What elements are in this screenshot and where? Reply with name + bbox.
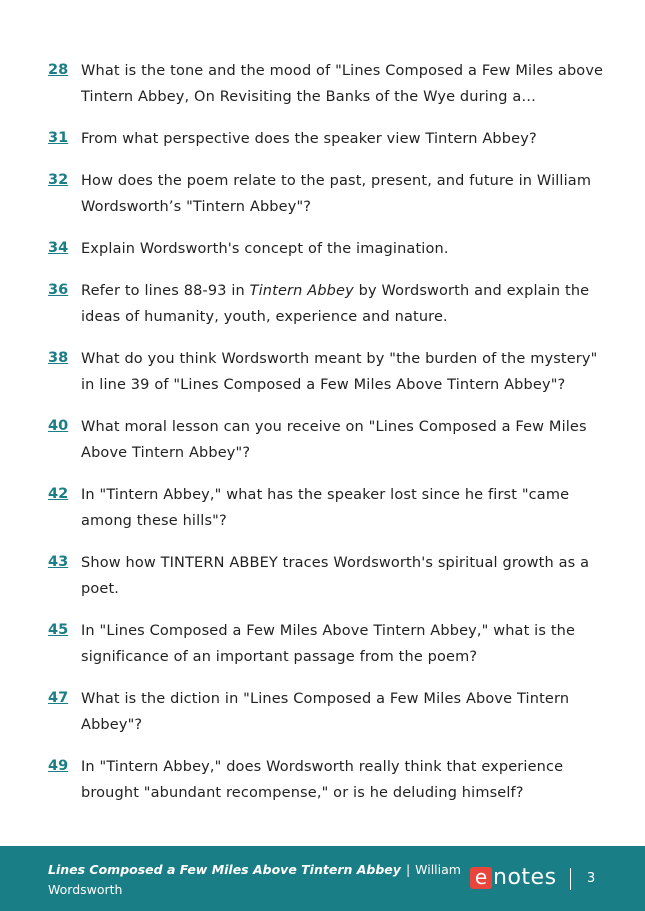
question-text <box>81 278 608 330</box>
question-number-link[interactable]: 43 <box>48 554 69 570</box>
footer-title <box>48 860 468 900</box>
enotes-logo-wordmark: notes <box>493 865 557 890</box>
enotes-logo[interactable] <box>470 866 557 890</box>
question-item <box>48 618 608 670</box>
question-number-link[interactable]: 31 <box>48 130 69 146</box>
enotes-logo-e-icon: e <box>470 867 492 889</box>
question-number-link[interactable]: 40 <box>48 418 69 434</box>
question-text: What is the diction in "Lines Composed a Few Miles Above Tintern Abbey"? <box>81 691 570 733</box>
question-item <box>48 126 608 152</box>
question-number-link[interactable]: 45 <box>48 622 69 638</box>
question-number-link[interactable]: 47 <box>48 690 69 706</box>
question-item <box>48 550 608 602</box>
question-text-after: by Wordsworth and explain the ideas of humanity, youth, experience and nature. <box>81 283 590 325</box>
question-text: From what perspective does the speaker view Tintern Abbey? <box>81 131 537 147</box>
question-list <box>48 58 608 822</box>
question-text: Show how TINTERN ABBEY traces Wordsworth's spiritual growth as a poet. <box>81 555 590 597</box>
question-item <box>48 236 608 262</box>
question-item <box>48 58 608 110</box>
question-item <box>48 686 608 738</box>
footer-separator: | <box>405 862 411 877</box>
question-item <box>48 346 608 398</box>
page-number: 3 <box>587 871 596 886</box>
footer-divider <box>570 868 571 890</box>
question-text: What do you think Wordsworth meant by "the burden of the mystery" in line 39 of "Lines Composed a Few Miles Above Tintern Abbey"? <box>81 351 598 393</box>
question-number-link[interactable]: 34 <box>48 240 69 256</box>
footer-book-title: Lines Composed a Few Miles Above Tintern Abbey <box>48 862 401 877</box>
question-text: In "Tintern Abbey," what has the speaker lost since he first "came among these hills"? <box>81 487 570 529</box>
question-text: In "Tintern Abbey," does Wordsworth really think that experience brought "abundant recompense," or is he deluding himself? <box>81 759 564 801</box>
question-text-italic-title: Tintern Abbey <box>249 283 354 299</box>
question-number-link[interactable]: 32 <box>48 172 69 188</box>
question-item <box>48 168 608 220</box>
footer-author: William Wordsworth <box>48 862 461 897</box>
question-item <box>48 278 608 330</box>
page-footer <box>0 846 645 911</box>
question-number-link[interactable]: 42 <box>48 486 69 502</box>
question-item <box>48 414 608 466</box>
question-text: In "Lines Composed a Few Miles Above Tintern Abbey," what is the significance of an important passage from the poem? <box>81 623 576 665</box>
question-text: How does the poem relate to the past, present, and future in William Wordsworth’s "Tintern Abbey"? <box>81 173 592 215</box>
question-text: Explain Wordsworth's concept of the imagination. <box>81 241 449 257</box>
question-number-link[interactable]: 49 <box>48 758 69 774</box>
question-item <box>48 482 608 534</box>
question-text: What is the tone and the mood of "Lines Composed a Few Miles above Tintern Abbey, On Revisiting the Banks of the Wye during a… <box>81 63 604 105</box>
question-number-link[interactable]: 36 <box>48 282 69 298</box>
question-text-before: Refer to lines 88-93 in <box>81 283 250 299</box>
question-number-link[interactable]: 28 <box>48 62 69 78</box>
question-number-link[interactable]: 38 <box>48 350 69 366</box>
question-text: What moral lesson can you receive on "Lines Composed a Few Miles Above Tintern Abbey"? <box>81 419 587 461</box>
question-item <box>48 754 608 806</box>
